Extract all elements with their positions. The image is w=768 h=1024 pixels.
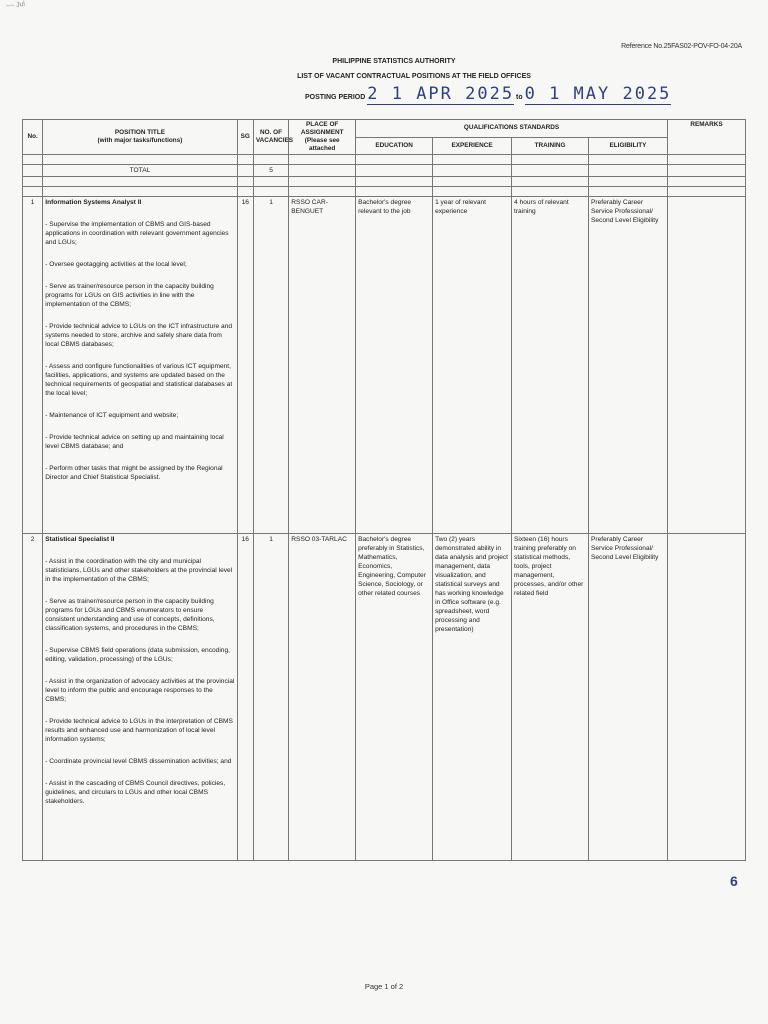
header-place-sub: (Please see attached — [304, 137, 340, 152]
blank-row — [23, 187, 746, 197]
task-item: - Maintenance of ICT equipment and website; — [45, 412, 179, 419]
vacancy-count: 1 — [253, 197, 288, 534]
position-cell — [43, 197, 237, 534]
training-requirement: Sixteen (16) hours training preferably on statistical methods, tools, project management, processes, and/or other related field — [512, 534, 589, 861]
header-experience: EXPERIENCE — [433, 137, 512, 155]
header-position-title — [43, 120, 237, 155]
total-vacancies: 5 — [253, 165, 288, 177]
agency-name: PHILIPPINE STATISTICS AUTHORITY — [332, 58, 456, 65]
header-qualifications: QUALIFICATIONS STANDARDS — [356, 120, 668, 138]
education-requirement: Bachelor's degree relevant to the job — [356, 197, 433, 534]
header-place-label: PLACE OF ASSIGNMENT — [300, 121, 344, 136]
total-row — [23, 165, 746, 177]
vacancy-count: 1 — [253, 534, 288, 861]
total-label: TOTAL — [43, 165, 237, 177]
row-number: 2 — [23, 534, 43, 861]
task-item: - Provide technical advice to LGUs on the ICT infrastructure and systems needed to store, archive and safely share data from local CBMS databases; — [45, 323, 233, 348]
blank-row — [23, 155, 746, 165]
handwritten-mark: 6 — [730, 873, 738, 889]
remarks — [667, 534, 745, 861]
position-title: Information Systems Analyst II — [45, 199, 142, 206]
position-title: Statistical Specialist II — [45, 536, 115, 543]
salary-grade: 16 — [237, 197, 253, 534]
training-requirement: 4 hours of relevant training — [512, 197, 589, 534]
header-position-title-label: POSITION TITLE — [114, 129, 165, 136]
blank-row — [23, 177, 746, 187]
posting-period-label: POSTING PERIOD — [305, 94, 366, 101]
header-eligibility: ELIGIBILITY — [588, 137, 667, 155]
header-sg: SG — [237, 120, 253, 155]
task-item: - Supervise CBMS field operations (data submission, encoding, editing, validation, processing) of the LGUs; — [45, 647, 230, 663]
salary-grade: 16 — [237, 534, 253, 861]
task-item: - Coordinate provincial level CBMS dissemination activities; and — [45, 758, 232, 765]
header-vacancies: NO. OF VACANCIES — [253, 120, 288, 155]
posting-from-date: 2 1 APR 2025 — [367, 84, 515, 104]
list-title: LIST OF VACANT CONTRACTUAL POSITIONS AT THE FIELD OFFICES — [297, 73, 531, 80]
task-item: - Assist in the cascading of CBMS Council directives, policies, guidelines, and circulars to LGUs and other local CBMS stakeholders. — [45, 780, 226, 805]
experience-requirement: Two (2) years demonstrated ability in data analysis and project management, data visualization, and statistical surveys and has working knowledge in Office software (e.g. spreadsheet, word processing and presentation) — [433, 534, 512, 861]
header-education: EDUCATION — [356, 137, 433, 155]
posting-period — [305, 84, 671, 105]
posting-to-date: 0 1 MAY 2025 — [524, 84, 672, 104]
posting-to-label: to — [516, 94, 523, 101]
task-item: - Assist in the organization of advocacy activities at the provincial level to inform the public and encourage responses to the CBMS; — [45, 678, 235, 703]
header-position-title-sub: (with major tasks/functions) — [97, 137, 183, 144]
header-place — [289, 120, 356, 155]
position-row — [23, 197, 746, 534]
vacancy-table — [22, 119, 746, 861]
position-row — [23, 534, 746, 861]
eligibility-requirement: Preferably Career Service Professional/ Second Level Eligibility — [588, 534, 667, 861]
eligibility-requirement: Preferably Career Service Professional/ Second Level Eligibility — [588, 197, 667, 534]
row-number: 1 — [23, 197, 43, 534]
scan-artifact: ~~ Jul — [5, 0, 26, 11]
place-of-assignment: RSSO CAR-BENGUET — [289, 197, 356, 534]
task-item: - Oversee geotagging activities at the local level; — [45, 261, 187, 268]
header-no: No. — [23, 120, 43, 155]
reference-number: Reference No.25FAS02-POV-FO-04-20A — [621, 43, 742, 50]
position-cell — [43, 534, 237, 861]
task-item: - Serve as trainer/resource person in the capacity building programs for LGUs on GIS activities in line with the implementation of the CBMS; — [45, 283, 214, 308]
task-item: - Perform other tasks that might be assigned by the Regional Director and Chief Statistical Specialist. — [45, 465, 223, 481]
task-item: - Provide technical advice to LGUs in the interpretation of CBMS results and enhanced use and harmonization of local level information systems; — [45, 718, 233, 743]
education-requirement: Bachelor's degree preferably in Statistics, Mathematics, Economics, Engineering, Computer Science, Sociology, or other related courses — [356, 534, 433, 861]
task-item: - Serve as trainer/resource person in the capacity building programs for LGUs and CBMS enumerators to ensure consistent understanding and use of concepts, definitions, classification systems, and procedures in the CBMS; — [45, 598, 215, 632]
page-number: Page 1 of 2 — [364, 982, 404, 991]
task-item: - Assist in the coordination with the city and municipal statisticians, LGUs and other stakeholders at the provincial level in the implementation of the CBMS; — [45, 558, 233, 583]
task-item: - Provide technical advice on setting up and maintaining local level CBMS database; and — [45, 434, 224, 450]
header-remarks: REMARKS — [667, 120, 745, 155]
task-item: - Supervise the implementation of CBMS and GIS-based applications in coordination with relevant government agencies and LGUs; — [45, 221, 229, 246]
experience-requirement: 1 year of relevant experience — [433, 197, 512, 534]
task-item: - Assess and configure functionalities of various ICT equipment, facilities, applications, and systems are updated based on the technical requirements of geospatial and statistical databases at the local level; — [45, 363, 233, 397]
place-of-assignment: RSSO 03-TARLAC — [289, 534, 356, 861]
header-training: TRAINING — [512, 137, 589, 155]
remarks — [667, 197, 745, 534]
